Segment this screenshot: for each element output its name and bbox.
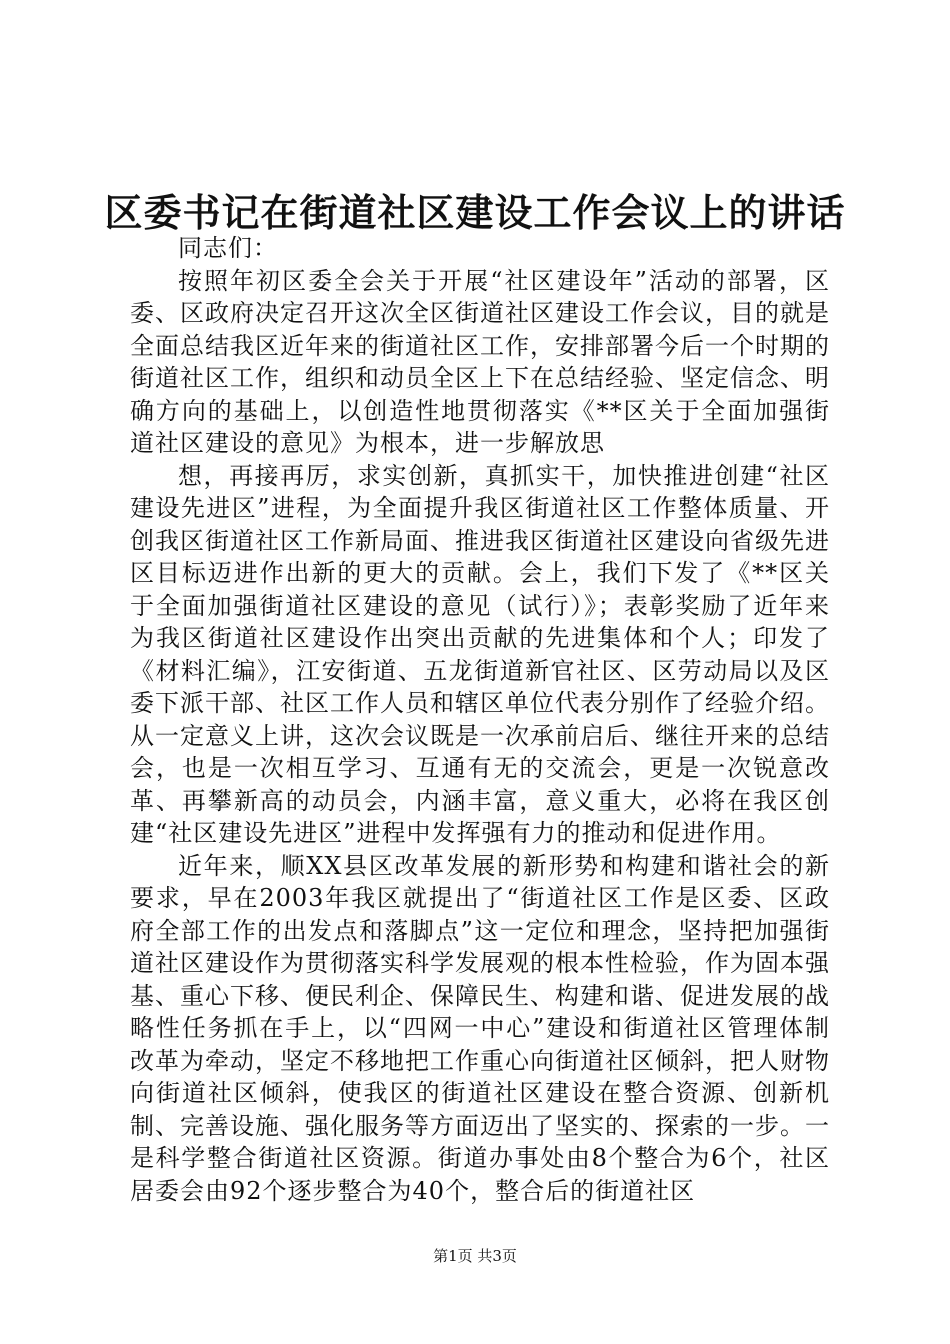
document-body (130, 232, 830, 1207)
body-paragraph: 想，再接再厉，求实创新，真抓实干，加快推进创建“社区建设先进区”进程，为全面提升我区街道社区工作整体质量、开创我区街道社区工作新局面、推进我区街道社区建设向省级先进区目标迈进作出新的更大的贡献。会上，我们下发了《**区关于全面加强街道社区建设的意见（试行）》；表彰奖励了近年来为我区街道社区建设作出突出贡献的先进集体和个人；印发了《材料汇编》，江安街道、五龙街道新官社区、区劳动局以及区委下派干部、社区工作人员和辖区单位代表分别作了经验介绍。从一定意义上讲，这次会议既是一次承前启后、继往开来的总结会，也是一次相互学习、互通有无的交流会，更是一次锐意改革、再攀新高的动员会，内涵丰富，意义重大，必将在我区创建“社区建设先进区”进程中发挥强有力的推动和促进作用。 (130, 461, 830, 847)
document-title: 区委书记在街道社区建设工作会议上的讲话 (104, 190, 846, 235)
salutation-paragraph: 同志们： (178, 234, 278, 262)
page-number-footer: 第1页 共3页 (433, 1247, 517, 1265)
body-paragraph: 按照年初区委全会关于开展“社区建设年”活动的部署，区委、区政府决定召开这次全区街道社区建设工作会议，目的就是全面总结我区近年来的街道社区工作，安排部署今后一个时期的街道社区工作，组织和动员全区上下在总结经验、坚定信念、明确方向的基础上，以创造性地贯彻落实《**区关于全面加强街道社区建设的意见》为根本，进一步解放思 (130, 266, 830, 457)
body-paragraph: 近年来，顺XX县区改革发展的新形势和构建和谐社会的新要求，早在2003年我区就提出了“街道社区工作是区委、区政府全部工作的出发点和落脚点”这一定位和理念，坚持把加强街道社区建设作为贯彻落实科学发展观的根本性检验，作为固本强基、重心下移、便民利企、保障民生、构建和谐、促进发展的战略性任务抓在手上，以“四网一中心”建设和街道社区管理体制改革为牵动，坚定不移地把工作重心向街道社区倾斜，把人财物向街道社区倾斜，使我区的街道社区建设在整合资源、创新机制、完善设施、强化服务等方面迈出了坚实的、探索的一步。一是科学整合街道社区资源。街道办事处由8个整合为6个，社区居委会由92个逐步整合为40个，整合后的街道社区 (130, 851, 830, 1205)
